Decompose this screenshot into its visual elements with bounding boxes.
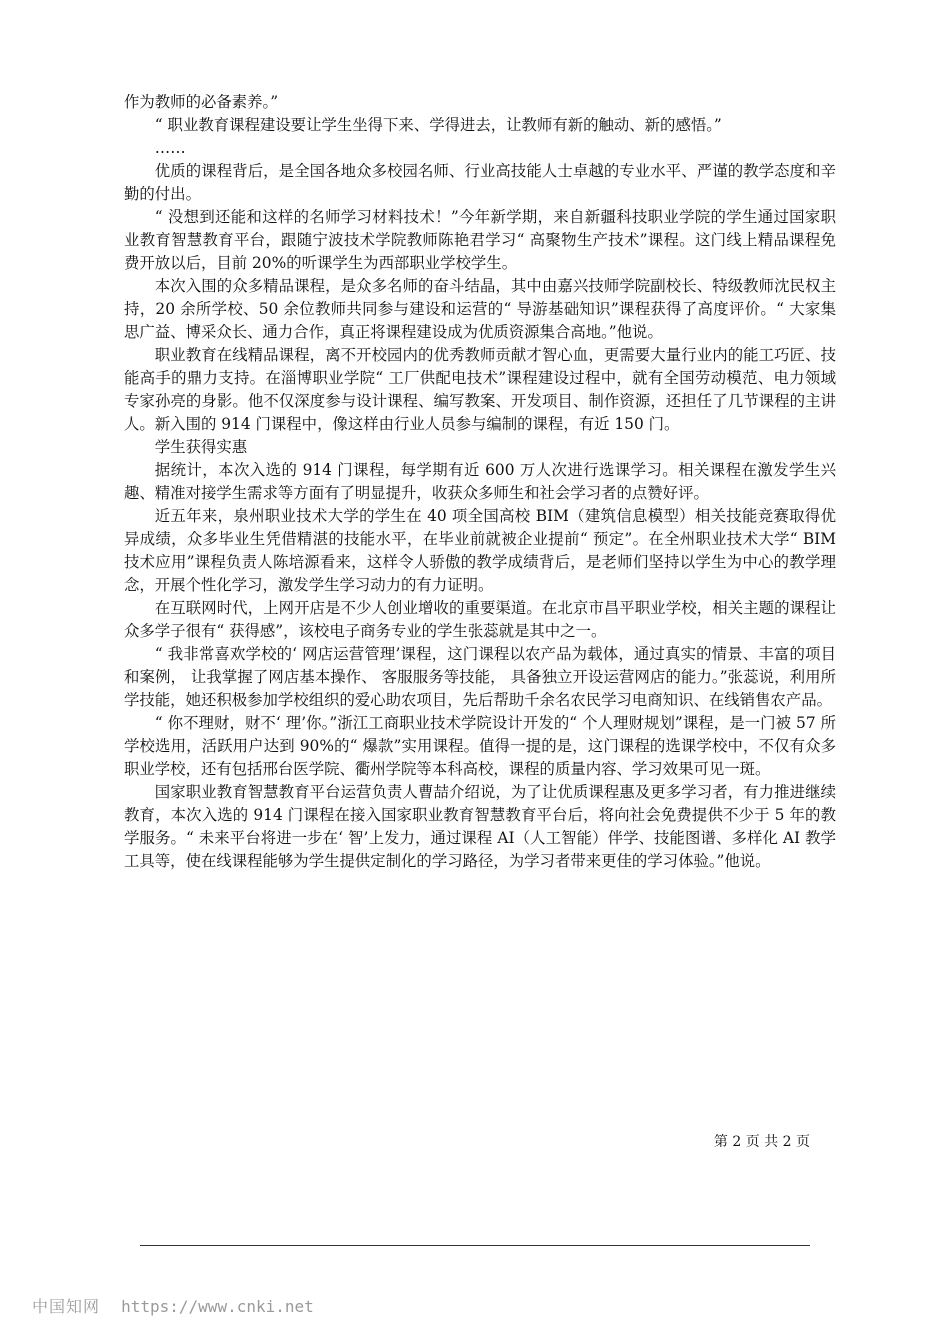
footer-divider (140, 1245, 810, 1246)
section-heading-students-benefit: 学生获得实惠 (154, 438, 248, 456)
paragraph-quote-course-building: “ 职业教育课程建设要让学生坐得下来、学得进去，让教师有新的触动、新的感悟。” (154, 116, 722, 134)
paragraph-jiaxing-course: 本次入围的众多精品课程，是众多名师的奋斗结晶，其中由嘉兴技师学院副校长、特级教师沈民权主持，20 余所学校、50 余位教师共同参与建设和运营的“ 导游基础知识”课程获得了高度评价。“ 大家集思广益、博采众长、通力合作，真正将课程建设成为优质资源集合高地。”他说。 (124, 277, 836, 341)
document-body (124, 91, 836, 873)
paragraph-quanzhou-bim: 近五年来，泉州职业技术大学的学生在 40 项全国高校 BIM（建筑信息模型）相关技能竞赛取得优异成绩，众多毕业生凭借精湛的技能水平，在毕业前就被企业提前“ 预定”。在全州职业技术大学“ BIM 技术应用”课程负责人陈培源看来，这样令人骄傲的教学成绩背后，是老师们坚持以学生为中心的教学理念，开展个性化学习，激发学生学习动力的有力证明。 (124, 507, 836, 594)
paragraph-quality-behind: 优质的课程背后，是全国各地众多校园名师、行业高技能人士卓越的专业水平、严谨的教学态度和辛勤的付出。 (124, 162, 836, 203)
paragraph-online-shop: 在互联网时代，上网开店是不少人创业增收的重要渠道。在北京市昌平职业学校，相关主题的课程让众多学子很有“ 获得感”，该校电子商务专业的学生张蕊就是其中之一。 (124, 599, 836, 640)
paragraph-platform-service: 国家职业教育智慧教育平台运营负责人曹喆介绍说，为了让优质课程惠及更多学习者，有力推进继续教育，本次入选的 914 门课程在接入国家职业教育智慧教育平台后，将向社会免费提供不少于 5 年的教学服务。“ 未来平台将进一步在‘ 智’上发力，通过课程 AI（人工智能）伴学、技能图谱、多样化 AI 教学工具等，使在线课程能够为学生提供定制化的学习路径，为学习者带来更佳的学习体验。”他说。 (124, 783, 836, 870)
page-number: 第 2 页 共 2 页 (713, 1134, 810, 1150)
paragraph-statistics: 据统计，本次入选的 914 门课程，每学期有近 600 万人次进行选课学习。相关课程在激发学生兴趣、精准对接学生需求等方面有了明显提升，收获众多师生和社会学习者的点赞好评。 (124, 461, 836, 502)
cnki-watermark (32, 1294, 314, 1317)
paragraph-xinjiang-student: “ 没想到还能和这样的名师学习材料技术！”今年新学期，来自新疆科技职业学院的学生通过国家职业教育智慧教育平台，跟随宁波技术学院教师陈艳君学习“ 高聚物生产技术”课程。这门线上精品课程免费开放以后，目前 20%的听课学生为西部职业学校学生。 (124, 208, 836, 272)
watermark-brand: 中国知网 (32, 1297, 101, 1316)
paragraph-finance-course: “ 你不理财，财不‘ 理’你。”浙江工商职业技术学院设计开发的“ 个人理财规划”课程，是一门被 57 所学校选用，活跃用户达到 90%的“ 爆款”实用课程。值得一提的是，这门课程的选课学校中，不仅有众多职业学校，还有包括邢台医学院、衢州学院等本科高校，课程的质量内容、学习效果可见一斑。 (124, 714, 836, 778)
paragraph-zhang-rui-quote: “ 我非常喜欢学校的‘ 网店运营管理’课程，这门课程以农产品为载体，通过真实的情景、丰富的项目和案例， 让我掌握了网店基本操作、 客服服务等技能， 具备独立开设运营网店的能力。”张蕊说，利用所学技能，她还积极参加学校组织的爱心助农项目，先后帮助千余名农民学习电商知识、在线销售农产品。 (124, 645, 836, 709)
paragraph-continuation: 作为教师的必备素养。” (124, 93, 279, 111)
paragraph-industry-support: 职业教育在线精品课程，离不开校园内的优秀教师贡献才智心血，更需要大量行业内的能工巧匠、技能高手的鼎力支持。在淄博职业学院“ 工厂供配电技术”课程建设过程中，就有全国劳动模范、电力领域专家孙亮的身影。他不仅深度参与设计课程、编写教案、开发项目、制作资源，还担任了几节课程的主讲人。新入围的 914 门课程中，像这样由行业人员参与编制的课程，有近 150 门。 (124, 346, 836, 433)
watermark-url: https://www.cnki.net (121, 1297, 314, 1316)
paragraph-ellipsis: …… (154, 139, 186, 157)
